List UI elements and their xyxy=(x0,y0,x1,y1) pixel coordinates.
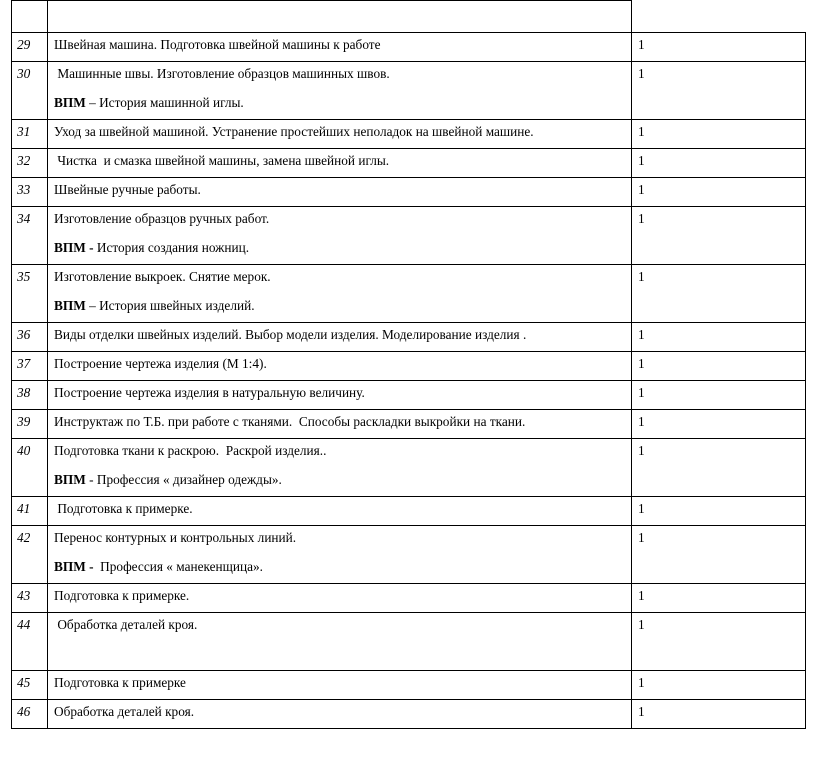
lesson-topic: Швейные ручные работы. xyxy=(54,182,201,197)
lesson-number: 32 xyxy=(12,149,48,178)
lesson-hours: 1 xyxy=(632,62,806,120)
lesson-hours: 1 xyxy=(632,352,806,381)
header-cell-topic xyxy=(48,1,632,33)
lesson-hours: 1 xyxy=(632,120,806,149)
vpm-label: ВПМ xyxy=(54,95,86,110)
lesson-topic: Подготовка к примерке. xyxy=(54,501,193,516)
lesson-topic-cell xyxy=(48,497,632,526)
table-row xyxy=(12,700,806,729)
lesson-topic: Построение чертежа изделия в натуральную величину. xyxy=(54,385,365,400)
lesson-topic: Изготовление образцов ручных работ. xyxy=(54,211,270,226)
vpm-note xyxy=(54,94,631,111)
table-row xyxy=(12,671,806,700)
lesson-number: 44 xyxy=(12,613,48,671)
lesson-hours: 1 xyxy=(632,584,806,613)
lesson-plan-table xyxy=(11,0,806,729)
lesson-topic: Швейная машина. Подготовка швейной машины к работе xyxy=(54,37,381,52)
table-row xyxy=(12,207,806,265)
table-row xyxy=(12,323,806,352)
table-row xyxy=(12,265,806,323)
table-row xyxy=(12,526,806,584)
table-row xyxy=(12,33,806,62)
lesson-topic-cell xyxy=(48,33,632,62)
lesson-topic-cell xyxy=(48,149,632,178)
vpm-label: ВПМ xyxy=(54,472,86,487)
vpm-text: – История швейных изделий. xyxy=(85,298,255,313)
lesson-topic: Виды отделки швейных изделий. Выбор модели изделия. Моделирование изделия . xyxy=(54,327,527,342)
table-row xyxy=(12,381,806,410)
lesson-number: 42 xyxy=(12,526,48,584)
header-cell-hours xyxy=(632,1,806,33)
lesson-number: 38 xyxy=(12,381,48,410)
table-header-row xyxy=(12,1,806,33)
lesson-number: 35 xyxy=(12,265,48,323)
lesson-topic-cell xyxy=(48,526,632,584)
lesson-topic: Перенос контурных и контрольных линий. xyxy=(54,530,297,545)
lesson-topic-cell xyxy=(48,207,632,265)
lesson-hours: 1 xyxy=(632,323,806,352)
lesson-topic: Построение чертежа изделия (М 1:4). xyxy=(54,356,267,371)
lesson-topic: Изготовление выкроек. Снятие мерок. xyxy=(54,269,271,284)
lesson-topic-cell xyxy=(48,120,632,149)
lesson-hours: 1 xyxy=(632,33,806,62)
lesson-topic: Подготовка ткани к раскрою. Раскрой изделия.. xyxy=(54,443,327,458)
lesson-topic: Подготовка к примерке xyxy=(54,675,186,690)
lesson-hours: 1 xyxy=(632,671,806,700)
lesson-number: 33 xyxy=(12,178,48,207)
lesson-number: 46 xyxy=(12,700,48,729)
lesson-hours: 1 xyxy=(632,381,806,410)
lesson-hours: 1 xyxy=(632,526,806,584)
lesson-hours: 1 xyxy=(632,700,806,729)
lesson-topic: Уход за швейной машиной. Устранение простейших неполадок на швейной машине. xyxy=(54,124,534,139)
lesson-number: 45 xyxy=(12,671,48,700)
table-row xyxy=(12,497,806,526)
lesson-topic-cell xyxy=(48,265,632,323)
lesson-number: 30 xyxy=(12,62,48,120)
lesson-topic-cell xyxy=(48,671,632,700)
vpm-label: ВПМ xyxy=(54,298,86,313)
lesson-hours: 1 xyxy=(632,410,806,439)
lesson-hours: 1 xyxy=(632,613,806,671)
vpm-label: ВПМ - xyxy=(54,559,94,574)
lesson-number: 41 xyxy=(12,497,48,526)
lesson-hours: 1 xyxy=(632,265,806,323)
table-row xyxy=(12,178,806,207)
lesson-topic-cell xyxy=(48,439,632,497)
lesson-topic: Чистка и смазка швейной машины, замена швейной иглы. xyxy=(54,153,390,168)
lesson-hours: 1 xyxy=(632,178,806,207)
table-row xyxy=(12,439,806,497)
lesson-topic: Обработка деталей кроя. xyxy=(54,704,195,719)
lesson-hours: 1 xyxy=(632,149,806,178)
lesson-number: 43 xyxy=(12,584,48,613)
lesson-hours: 1 xyxy=(632,207,806,265)
vpm-label: ВПМ - xyxy=(54,240,94,255)
lesson-topic-cell xyxy=(48,700,632,729)
lesson-topic: Машинные швы. Изготовление образцов машинных швов. xyxy=(54,66,390,81)
lesson-topic-cell xyxy=(48,381,632,410)
vpm-text: Профессия « манекенщица». xyxy=(93,559,263,574)
lesson-topic-cell xyxy=(48,62,632,120)
lesson-number: 31 xyxy=(12,120,48,149)
vpm-note xyxy=(54,297,631,314)
table-row xyxy=(12,352,806,381)
lesson-hours: 1 xyxy=(632,439,806,497)
lesson-number: 36 xyxy=(12,323,48,352)
vpm-text: - Профессия « дизайнер одежды». xyxy=(85,472,282,487)
table-row xyxy=(12,120,806,149)
vpm-note xyxy=(54,239,631,256)
lesson-topic-cell xyxy=(48,352,632,381)
lesson-topic: Инструктаж по Т.Б. при работе с тканями. Способы раскладки выкройки на ткани. xyxy=(54,414,526,429)
lesson-number: 29 xyxy=(12,33,48,62)
lesson-number: 34 xyxy=(12,207,48,265)
lesson-topic-cell xyxy=(48,613,632,671)
lesson-hours: 1 xyxy=(632,497,806,526)
vpm-text: История создания ножниц. xyxy=(93,240,250,255)
header-cell-num xyxy=(12,1,48,33)
lesson-number: 40 xyxy=(12,439,48,497)
table-row xyxy=(12,149,806,178)
vpm-note xyxy=(54,471,631,488)
lesson-number: 39 xyxy=(12,410,48,439)
table-row xyxy=(12,613,806,671)
table-row xyxy=(12,584,806,613)
table-row xyxy=(12,410,806,439)
lesson-topic-cell xyxy=(48,410,632,439)
table-row xyxy=(12,62,806,120)
lesson-number: 37 xyxy=(12,352,48,381)
lesson-topic-cell xyxy=(48,178,632,207)
vpm-note xyxy=(54,558,631,575)
lesson-topic-cell xyxy=(48,323,632,352)
lesson-topic-cell xyxy=(48,584,632,613)
lesson-topic: Обработка деталей кроя. xyxy=(54,617,198,632)
lesson-topic: Подготовка к примерке. xyxy=(54,588,190,603)
vpm-text: – История машинной иглы. xyxy=(85,95,244,110)
